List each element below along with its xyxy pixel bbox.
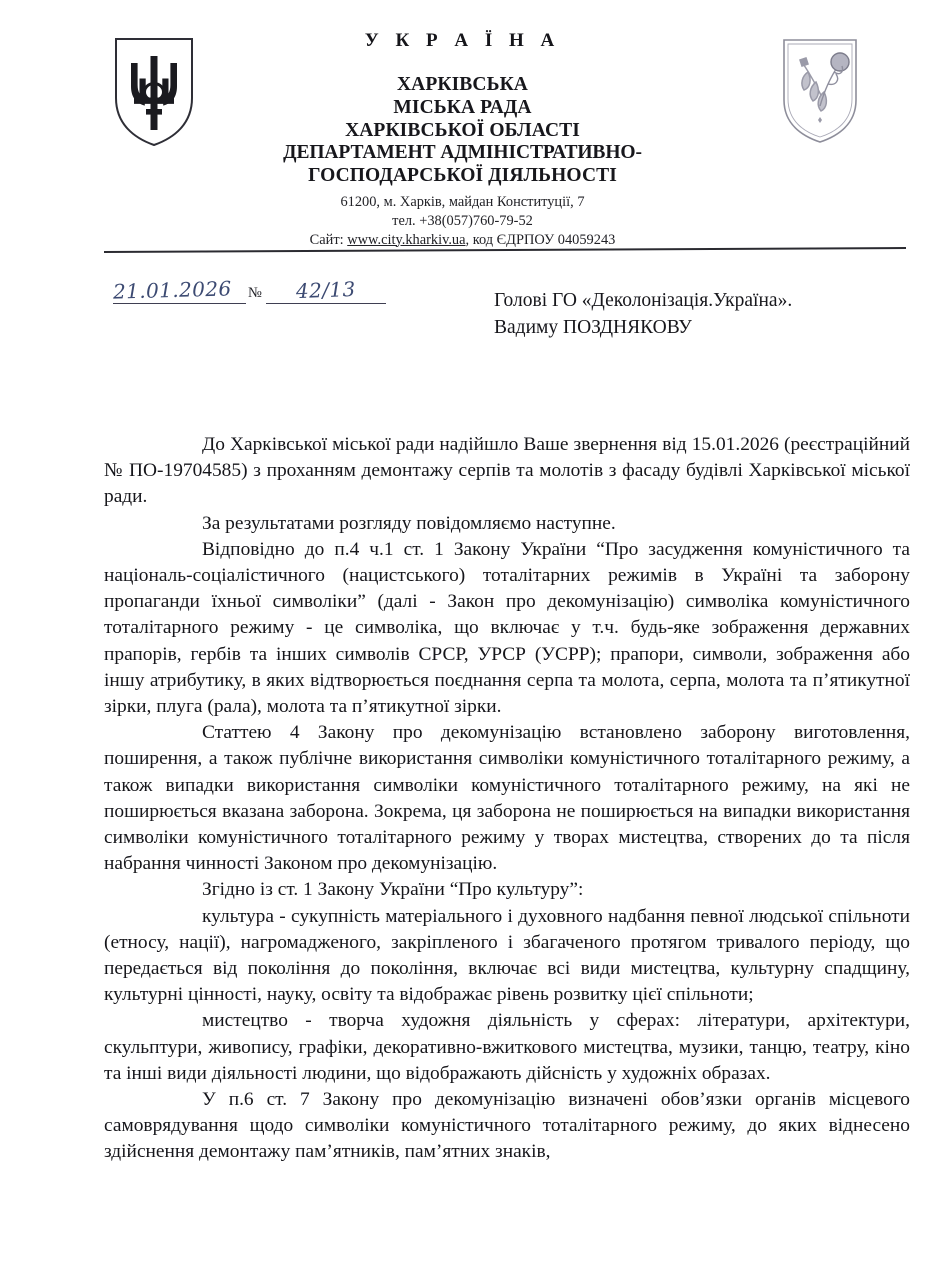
registration-and-addressee-row [0,278,925,358]
body-paragraph: За результатами розгляду повідомляємо наступне. [202,512,616,534]
phone-number: тел. +38(057)760-79-52 [392,212,533,229]
kharkiv-city-coat-of-arms-icon [778,36,862,148]
addressee-block [494,288,792,342]
org-line-3: ХАРКІВСЬКОЇ ОБЛАСТІ [345,119,580,141]
addressee-organization: Голові ГО «Деколонізація.Україна». [494,290,793,311]
addressee-person: Вадиму ПОЗДНЯКОВУ [494,316,692,338]
website-label: Сайт: [309,231,348,248]
body-paragraph: Відповідно до п.4 ч.1 ст. 1 Закону України “Про засудження комуністичного та національ-соціалістичного (нацистського) тоталітарних режимів в Україні та заборону пропаганди їхньої символіки” (далі - Закон про декомунізацію) символіка комуністичного тоталітарного режиму - це символіка, що включає у т.ч. будь-яке зображення державних прапорів, гербів та інших символів СРСР, УРСР (УСРР); прапори, символи, зображення або іншу атрибутику, в яких відтворюється поєднання серпа та молота, серпа, молота та п’ятикутної зірки, плуга (рала), молота та п’ятикутної зірки. [104,538,910,718]
registration-line [113,278,386,304]
org-line-5: ГОСПОДАРСЬКОЇ ДІЯЛЬНОСТІ [308,165,617,187]
registration-number-value: 42/13 [295,276,357,304]
contact-block [228,193,698,249]
letter-body [104,432,910,1166]
country-name: У К Р А Ї Н А [364,30,561,51]
body-paragraph: Згідно із ст. 1 Закону України “Про культуру”: [202,879,584,901]
registration-number-field[interactable] [266,278,386,304]
org-line-1: ХАРКІВСЬКА [396,74,528,95]
website-line [228,231,698,250]
letterhead-text [228,30,698,249]
organization-title [228,74,698,188]
registration-date-field[interactable] [113,278,246,304]
website-link[interactable]: www.city.kharkiv.ua [347,231,466,248]
body-paragraph: У п.6 ст. 7 Закону про декомунізацію визначені обов’язки органів місцевого самоврядування щодо символіки комуністичного тоталітарного режиму, до яких віднесено здійснення демонтажу пам’ятників, пам’ятних знаків, [104,1089,910,1163]
edrpou-code: , код ЄДРПОУ 04059243 [465,231,616,248]
letterhead [0,0,925,248]
body-paragraph: До Харківської міської ради надійшло Ваше звернення від 15.01.2026 (реєстраційний № ПО-19704585) з проханням демонтажу серпів та молотів з фасаду будівлі Харківської міської ради. [104,434,910,508]
org-line-4: ДЕПАРТАМЕНТ АДМІНІСТРАТИВНО- [283,142,642,164]
body-paragraph: Статтею 4 Закону про декомунізацію встановлено заборону виготовлення, поширення, а також публічне використання символіки комуністичного тоталітарного режиму, а також випадки використання символіки комуністичного тоталітарного режиму, на які не поширюється вказана заборона. Зокрема, ця заборона не поширюється на випадки використання символіки комуністичного тоталітарного режиму у творах мистецтва, створених до та після набрання чинності Законом про декомунізацію. [104,722,910,875]
body-paragraph: культура - сукупність матеріального і духовного надбання певної людської спільноти (етносу, нації), нагромадженого, закріпленого і збагаченого протягом тривалого періоду, що передається від покоління до покоління, включає всі види мистецтва, культурну спадщину, культурні цінності, науку, освіту та відображає рівень розвитку цієї спільноти; [104,905,910,1006]
registration-date-value: 21.01.2026 [112,276,232,304]
org-line-2: МІСЬКА РАДА [393,96,532,118]
number-sign-label: № [248,285,262,301]
ukraine-trident-coat-of-arms-icon [112,36,196,148]
postal-address: 61200, м. Харків, майдан Конституції, 7 [340,194,585,211]
body-paragraph: мистецтво - творча художня діяльність у сферах: літератури, архітектури, скульптури, живопису, графіки, декоративно-вжиткового мистецтва, музики, танцю, театру, кіно та інші види діяльності людини, що відображають дійсність у художніх образах. [104,1010,910,1084]
